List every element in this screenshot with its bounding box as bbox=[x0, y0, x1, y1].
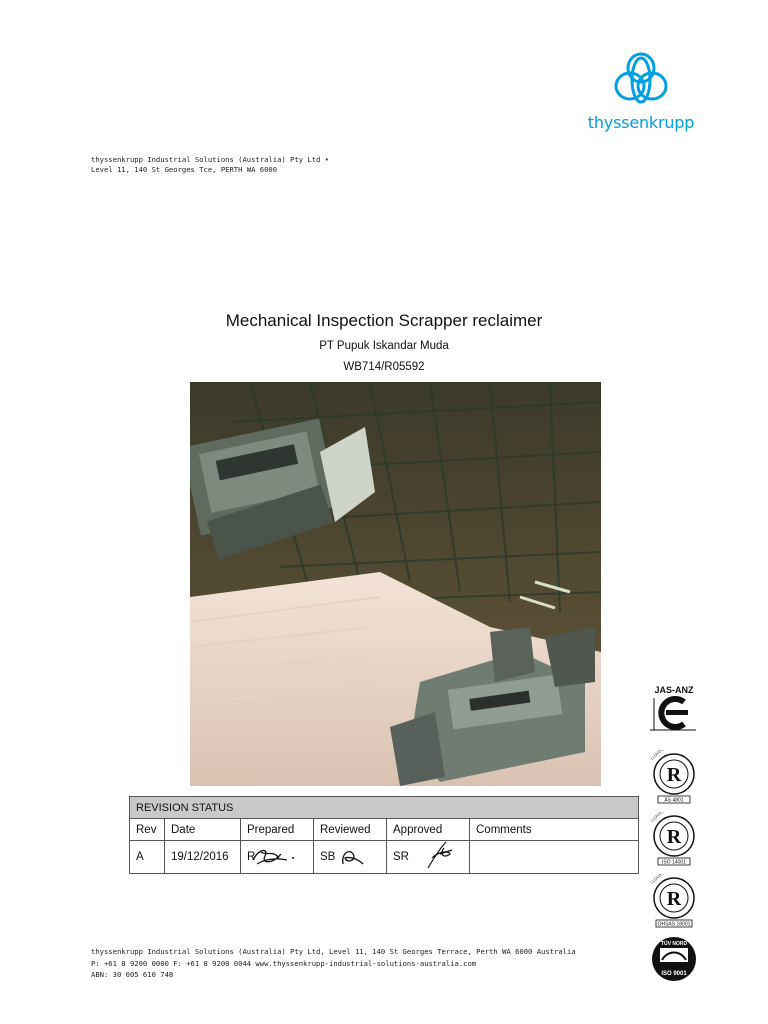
column-header-rev: Rev bbox=[130, 819, 165, 841]
header-address bbox=[91, 155, 329, 175]
prepared-initials: R bbox=[247, 851, 256, 864]
tuv-nord-label: TÜV NORD bbox=[660, 941, 688, 947]
table-row bbox=[130, 841, 639, 874]
cell-comments bbox=[470, 841, 639, 874]
column-header-prepared: Prepared bbox=[241, 819, 314, 841]
lrqa-ring-text bbox=[649, 874, 691, 885]
footer-line-2: P: +61 8 9200 0000 F: +61 8 9200 0044 www.thyssenkrupp-industrial-solutions-australia.com bbox=[91, 958, 477, 968]
iso-14001-label: ISO 14001 bbox=[662, 859, 686, 866]
lrqa-ring-text bbox=[649, 750, 691, 761]
document-reference: WB714/R05592 bbox=[343, 361, 425, 373]
iso-9001-mark bbox=[646, 934, 706, 989]
client-name: PT Pupuk Iskandar Muda bbox=[319, 340, 449, 352]
column-header-date: Date bbox=[165, 819, 241, 841]
revision-table-header-row bbox=[130, 819, 639, 841]
svg-text:R: R bbox=[666, 888, 682, 910]
brand-name: thyssenkrupp bbox=[587, 113, 695, 132]
jas-anz-label: JAS-ANZ bbox=[654, 685, 694, 695]
as-4801-mark bbox=[646, 750, 706, 809]
cell-rev: A bbox=[130, 841, 165, 874]
reviewed-signature bbox=[339, 846, 367, 868]
ohsas-18001-mark bbox=[646, 874, 706, 933]
footer-line-1: thyssenkrupp Industrial Solutions (Australia) Pty Ltd, Level 11, 140 St Georges Terrace, Perth WA 6000 Australia bbox=[91, 947, 576, 956]
document-title: Mechanical Inspection Scrapper reclaimer bbox=[225, 311, 543, 330]
prepared-signature bbox=[251, 846, 297, 868]
cell-reviewed bbox=[314, 841, 387, 874]
svg-text:R: R bbox=[666, 764, 682, 786]
logo-rings-icon bbox=[610, 50, 672, 108]
svg-text:R: R bbox=[666, 826, 682, 848]
approved-signature bbox=[420, 840, 460, 870]
cell-approved bbox=[387, 841, 470, 874]
column-header-reviewed: Reviewed bbox=[314, 819, 387, 841]
footer bbox=[91, 946, 576, 981]
lrqa-ring-text bbox=[649, 812, 691, 823]
iso-9001-label: ISO 9001 bbox=[661, 971, 687, 977]
lrqa-icon bbox=[646, 874, 702, 928]
address-line-1: thyssenkrupp Industrial Solutions (Australia) Pty Ltd • bbox=[91, 155, 329, 164]
ohsas-18001-label: OHSAS 18001 bbox=[657, 921, 691, 928]
reclaimer-photo bbox=[190, 382, 601, 786]
lrqa-icon bbox=[646, 812, 702, 866]
cell-date: 19/12/2016 bbox=[165, 841, 241, 874]
tuv-nord-icon bbox=[646, 934, 702, 984]
lrqa-icon bbox=[646, 750, 702, 804]
cell-prepared bbox=[241, 841, 314, 874]
revision-table-heading-row bbox=[130, 797, 639, 819]
jas-anz-mark bbox=[646, 684, 706, 739]
column-header-comments: Comments bbox=[470, 819, 639, 841]
as-4801-label: AS 4801 bbox=[664, 797, 684, 804]
revision-status-table bbox=[129, 796, 639, 874]
revision-table-heading: REVISION STATUS bbox=[130, 797, 639, 819]
reviewed-initials: SB bbox=[320, 851, 336, 864]
thyssenkrupp-logo bbox=[582, 50, 700, 136]
address-line-2: Level 11, 140 St Georges Tce, PERTH WA 6000 bbox=[91, 165, 278, 174]
iso-14001-mark bbox=[646, 812, 706, 871]
footer-line-3: ABN: 30 005 610 748 bbox=[91, 970, 174, 979]
column-header-approved: Approved bbox=[387, 819, 470, 841]
jas-anz-icon bbox=[646, 684, 702, 734]
approved-initials: SR bbox=[393, 851, 409, 864]
